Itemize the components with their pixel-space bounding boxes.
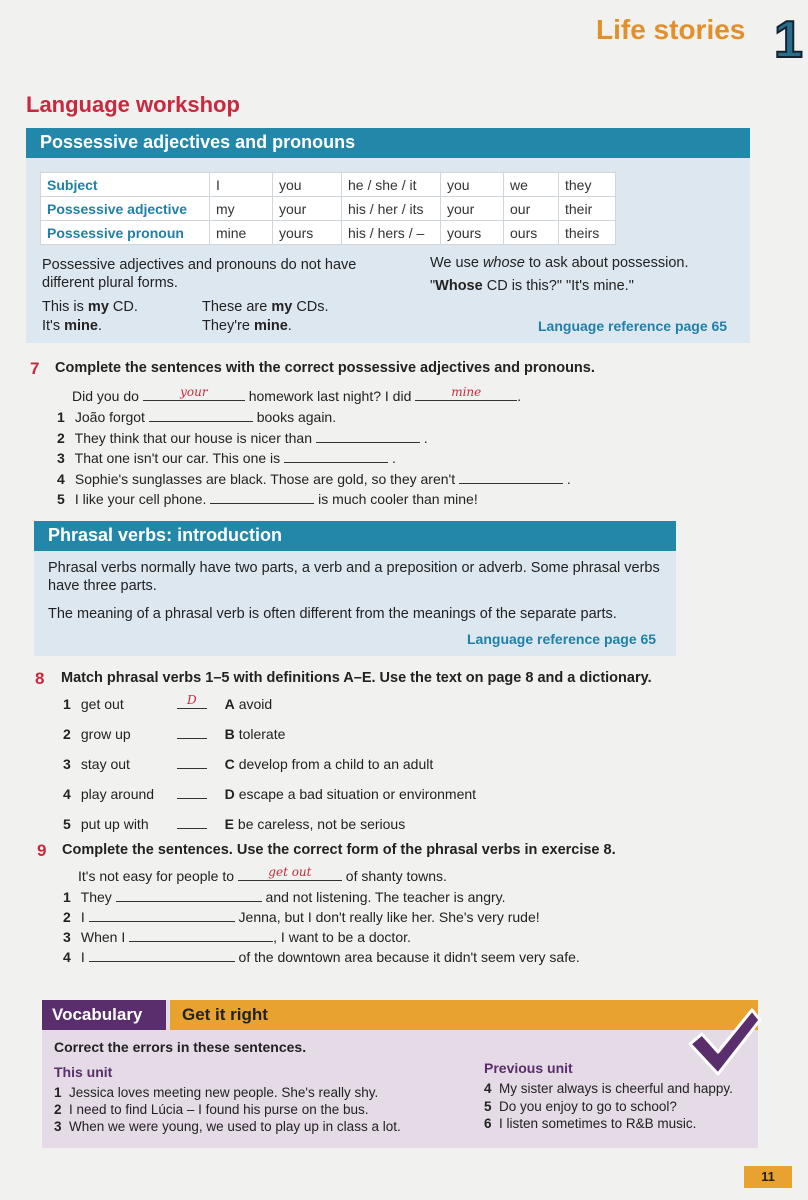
phrasal-paragraph: The meaning of a phrasal verb is often different from the meanings of the separate parts. (48, 606, 617, 622)
phrasal-verbs-title: Phrasal verbs: introduction (34, 521, 676, 551)
answer-blank[interactable] (89, 907, 235, 922)
list-item: 3 When I , I want to be a doctor. (63, 929, 411, 945)
list-item: 2 I Jenna, but I don't really like her. She's very rude! (63, 909, 540, 925)
answer-blank[interactable] (459, 469, 563, 484)
list-item: 4 I of the downtown area because it didn't seem very safe. (63, 949, 580, 965)
list-item: 1 They and not listening. The teacher is angry. (63, 889, 506, 905)
exercise-instruction: Complete the sentences. Use the correct form of the phrasal verbs in exercise 8. (62, 842, 616, 858)
phrasal-verbs-box (34, 521, 676, 656)
list-item: 2 I need to find Lúcia – I found his purse on the bus. (54, 1102, 369, 1117)
phrasal-paragraph: Phrasal verbs normally have two parts, a verb and a preposition or adverb. Some phrasal verbs have three parts. (48, 560, 660, 594)
section-title: Language workshop (26, 92, 240, 117)
answer-blank[interactable] (284, 448, 388, 463)
list-item: 2 They think that our house is nicer than . (57, 430, 428, 446)
checkmark-icon (686, 1004, 762, 1078)
list-item: 4 play around D escape a bad situation or environment (63, 786, 477, 802)
answer-blank[interactable]: get out (238, 866, 342, 881)
exercise-number: 8 (35, 669, 45, 688)
answer-blank[interactable] (177, 724, 207, 739)
possessives-box (26, 128, 750, 343)
list-item: 6 I listen sometimes to R&B music. (484, 1116, 697, 1131)
vocabulary-tab: Vocabulary (42, 1000, 166, 1030)
answer-blank[interactable]: mine (415, 386, 517, 401)
list-item: 3 When we were young, we used to play up in class a lot. (54, 1119, 401, 1134)
answer-blank[interactable]: your (143, 386, 245, 401)
list-item: 3 stay out C develop from a child to an adult (63, 756, 434, 772)
answer-blank[interactable] (89, 947, 235, 962)
example-line: This is my CD. (42, 299, 138, 315)
whose-example: "Whose CD is this?" "It's mine." (430, 278, 634, 294)
list-item: 5 I like your cell phone. is much cooler than mine! (57, 491, 478, 507)
exercise-number: 9 (37, 841, 47, 860)
answer-blank[interactable] (316, 428, 420, 443)
list-item: 4 Sophie's sunglasses are black. Those are gold, so they aren't . (57, 471, 571, 487)
page-number: 11 (744, 1166, 792, 1188)
unit-title: Life stories (596, 14, 746, 45)
answer-blank[interactable] (177, 754, 207, 769)
example-sentence: Did you do your homework last night? I did mine . (72, 385, 522, 404)
list-item: 4 My sister always is cheerful and happy. (484, 1081, 733, 1096)
answer-blank[interactable] (177, 814, 207, 829)
vocabulary-box (42, 1000, 758, 1148)
answer-blank[interactable] (116, 887, 262, 902)
vocabulary-instruction: Correct the errors in these sentences. (54, 1039, 307, 1055)
get-it-right-title: Get it right (170, 1000, 758, 1030)
exercise-instruction: Match phrasal verbs 1–5 with definitions A–E. Use the text on page 8 and a dictionary. (61, 670, 652, 686)
possessives-table (40, 172, 616, 245)
language-reference-link[interactable]: Language reference page 65 (538, 318, 728, 334)
example-line: They're mine. (202, 318, 292, 334)
example-line: It's mine. (42, 318, 102, 334)
list-item: 3 That one isn't our car. This one is . (57, 450, 396, 466)
whose-note: We use whose to ask about possession. (430, 255, 689, 271)
exercise-instruction: Complete the sentences with the correct possessive adjectives and pronouns. (55, 360, 595, 376)
answer-blank[interactable] (177, 784, 207, 799)
answer-blank[interactable] (149, 407, 253, 422)
answer-blank[interactable]: D (177, 694, 207, 709)
plural-note: Possessive adjectives and pronouns do not have different plural forms. (42, 257, 357, 291)
example-sentence: It's not easy for people to get out of shanty towns. (78, 865, 447, 884)
language-reference-link[interactable]: Language reference page 65 (467, 631, 657, 647)
unit-number: 1 (774, 11, 803, 69)
previous-unit-heading: Previous unit (484, 1060, 573, 1076)
list-item: 2 grow up B tolerate (63, 726, 286, 742)
example-line: These are my CDs. (202, 299, 329, 315)
answer-blank[interactable] (129, 927, 273, 942)
list-item: 5 put up with E be careless, not be serious (63, 816, 406, 832)
list-item: 1 Jessica loves meeting new people. She's really shy. (54, 1085, 379, 1100)
list-item: 5 Do you enjoy to go to school? (484, 1099, 677, 1114)
table-row: Possessive pronoun mine yours his / hers / – yours ours theirs (41, 221, 616, 245)
possessives-title: Possessive adjectives and pronouns (26, 128, 750, 158)
this-unit-heading: This unit (54, 1064, 113, 1080)
exercise-number: 7 (30, 359, 40, 378)
list-item: 1 get out D A avoid (63, 693, 273, 712)
answer-blank[interactable] (210, 489, 314, 504)
list-item: 1 João forgot books again. (57, 409, 337, 425)
table-row: Subject I you he / she / it you we they (41, 173, 616, 197)
table-row: Possessive adjective my your his / her / its your our their (41, 197, 616, 221)
